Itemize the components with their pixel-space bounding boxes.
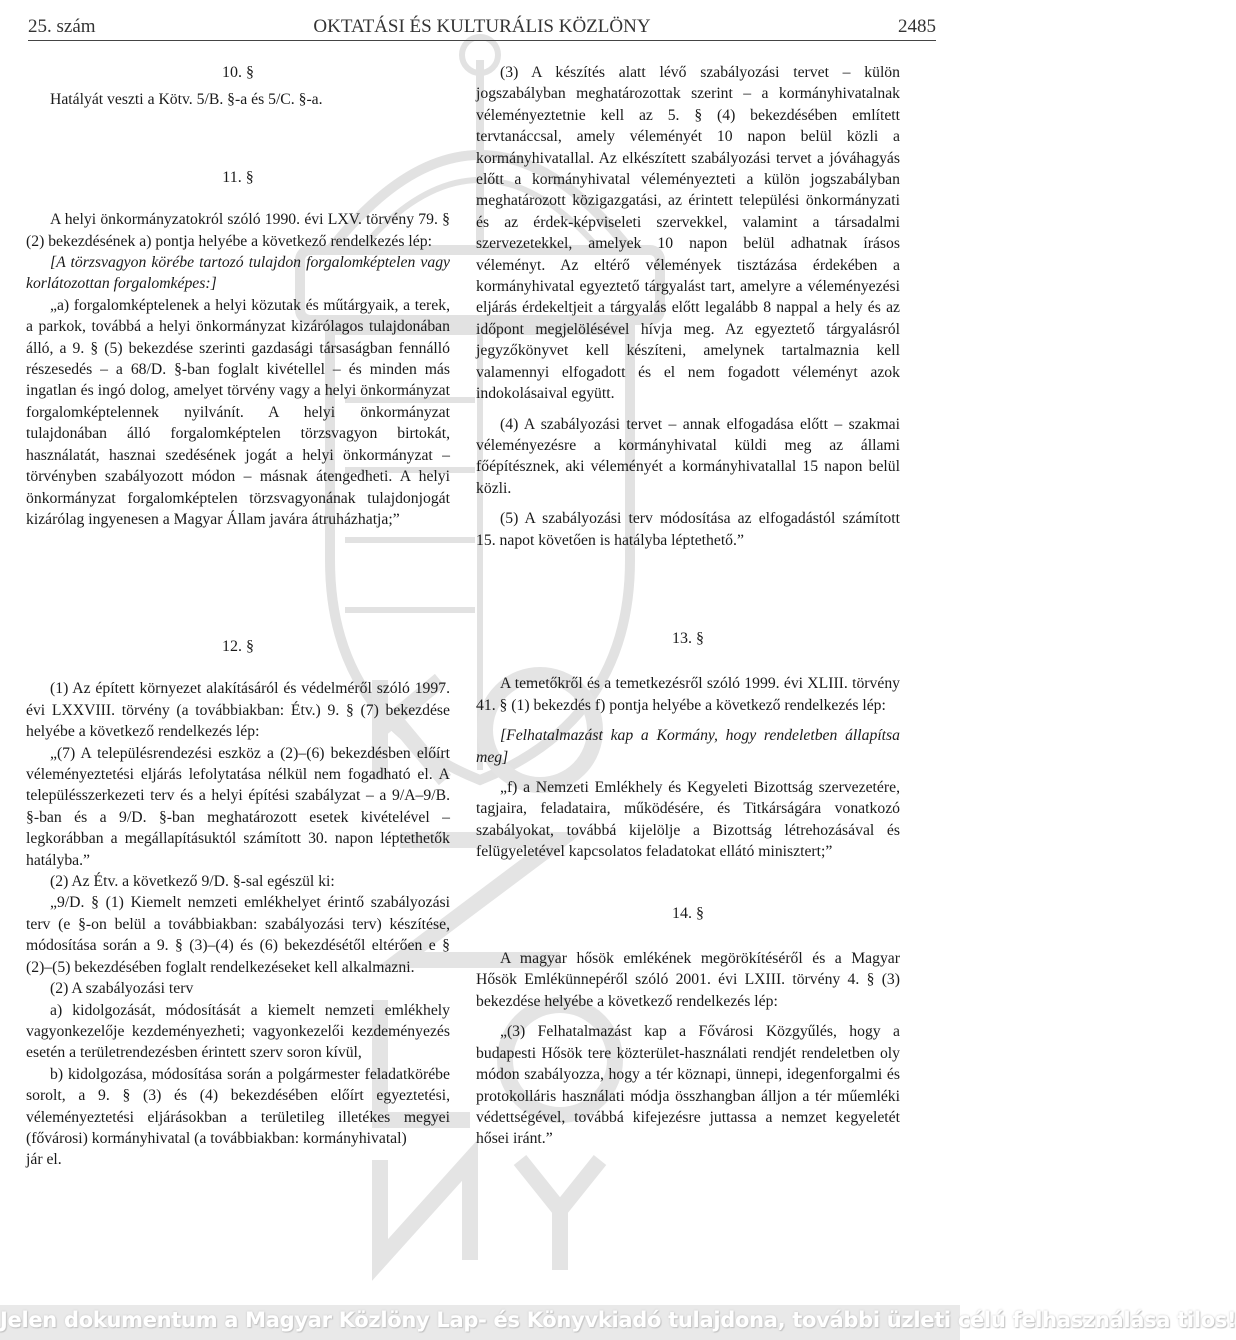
- section-12-p3: (2) Az Étv. a következő 9/D. §-sal egészül ki:: [50, 873, 335, 891]
- section-10-title: 10. §: [222, 64, 254, 81]
- section-12-p6: a) kidolgozását, módosítását a kiemelt nemzeti emlékhely vagyonkezelője kezdeményezheti; vagyonkezelői kezdeményezés esetén a területrendezésben érintett szerv soron kívül,: [26, 1001, 450, 1062]
- section-11-intro: A helyi önkormányzatokról szóló 1990. évi LXV. törvény 79. § (2) bekezdésének a) pontja helyébe a következő rendelkezés lép:: [26, 211, 450, 250]
- section-13-title: 13. §: [672, 630, 704, 647]
- section-12-p1: (1) Az épített környezet alakításáról és védelméről szóló 1997. évi LXXVIII. törvény (a továbbiakban: Étv.) 9. § (7) bekezdése helyébe a következő rendelkezés lép:: [26, 680, 450, 741]
- right-column-top: [476, 62, 900, 551]
- section-13-body: „f) a Nemzeti Emlékhely és Kegyeleti Bizottság szervezetére, tagjaira, feladataira, működésére, és Titkárságára vonatkozó szabályokat, továbbá kijelölje a Bizottság létrehozásával és felügyeletével kapcsolatos feladatokat ellátó minisztert;”: [476, 779, 900, 861]
- section-13-intro: A temetőkről és a temetkezésről szóló 1999. évi XLIII. törvény 41. § (1) bekezdés f) pontja helyébe a következő rendelkezés lép:: [476, 675, 900, 714]
- section-12-p2: „(7) A településrendezési eszköz a (2)–(6) bekezdésben előírt véleményeztetési eljárás lefolytatása nélkül nem fogadható el. A településszerkezeti terv és a helyi építési szabályzat – a 9/A–9/B. §-ban és a 9/D. §-ban meghatározott esetek kivételével – legkorábban a megállapításuktól számított 30. napon léptethetők hatályba.”: [26, 744, 450, 869]
- journal-title: OKTATÁSI ÉS KULTURÁLIS KÖZLÖNY: [313, 16, 651, 37]
- section-12-p7: b) kidolgozása, módosítása során a polgármester feladatkörébe sorolt, a 9. § (3) és (4) bekezdésében előírt egyeztetési, véleményeztetési eljárásokban a területileg illetékes megyei (fővárosi) kormányhivatal (a továbbiakban: kormányhivatal): [26, 1065, 450, 1147]
- section-14-intro: A magyar hősök emlékének megörökítéséről és a Magyar Hősök Emlékünnepéről szóló 2001. évi LXIII. törvény 4. § (3) bekezdése helyébe a következő rendelkezés lép:: [476, 950, 900, 1010]
- section-12-p5: (2) A szabályozási terv: [50, 980, 194, 998]
- section-12-p4: „9/D. § (1) Kiemelt nemzeti emlékhelyet érintő szabályozási terv (e §-on belül a továbbiakban: szabályozási terv) készítése, módosítása során a 9. § (3)–(4) és (6) bekezdésétől eltérően e § (2)–(5) bekezdésében foglalt rendelkezéseket kell alkalmazni.: [26, 894, 450, 976]
- section-11-body: „a) forgalomképtelenek a helyi közutak és műtárgyaik, a terek, a parkok, továbbá a helyi önkormányzat kizárólagos tulajdonában álló, a 9. § (5) bekezdése szerinti gazdasági társaságban fennálló részesedés – a 68/D. §-ban foglalt kivétellel – és minden más ingatlan és ingó dolog, amelyet törvény vagy a helyi önkormányzat forgalomképtelennek nyilvánít. A helyi önkormányzat tulajdonában álló forgalomképtelen törzsvagyon birtokát, használatát, hasznai szedésének jogát a helyi önkormányzat – törvényben szabályozott módon – másnak átengedheti. A helyi önkormányzat forgalomképtelen törzsvagyonának tulajdonjogát kizárólag ingyenesen a Magyar Állam javára átruházhatja;”: [26, 296, 450, 528]
- section-14-title: 14. §: [672, 904, 704, 922]
- par-4: (4) A szabályozási tervet – annak elfogadása előtt – szakmai véleményezésre a kormányhivatal küldi meg az állami főépítésznek, aki véleményét a kormányhivatallal 15 napon belül közli.: [476, 415, 900, 497]
- section-11-bracket: [A törzsvagyon körébe tartozó tulajdon forgalomképtelen vagy korlátozottan forgalomképes:]: [26, 254, 450, 293]
- ownership-notice: Jelen dokumentum a Magyar Közlöny Lap- és Könyvkiadó tulajdona, további üzleti célú felhasználása tilos!: [0, 1308, 1236, 1332]
- section-10-text: Hatályát veszti a Kötv. 5/B. §-a és 5/C. §-a.: [50, 91, 323, 109]
- section-13-bracket: [Felhatalmazást kap a Kormány, hogy rendeletben állapítsa meg]: [476, 727, 900, 766]
- section-12-title: 12. §: [222, 638, 254, 655]
- par-5: (5) A szabályozási terv módosítása az elfogadástól számított 15. napot követően is hatályba léptethető.”: [476, 510, 900, 549]
- left-column-bottom: [26, 636, 450, 1171]
- section-12-p8: jár el.: [26, 1151, 62, 1169]
- right-column-bottom: [476, 628, 900, 1150]
- left-column-top: [26, 62, 450, 530]
- page-header: [28, 14, 936, 41]
- page-number: 2485: [898, 16, 936, 37]
- section-11-title: 11. §: [222, 168, 254, 186]
- issue-number: 25. szám: [28, 16, 96, 37]
- section-14-body: „(3) Felhatalmazást kap a Fővárosi Közgyűlés, hogy a budapesti Hősök tere közterület-használati rendjét rendeletben oly módon szabályozza, hogy a tér köznapi, ünnepi, idegenforgalmi és protokolláris használati módja összhangban álljon a tér műemléki védettségével, továbbá kifejezésre juttassa a nemzet kegyeletét hősei iránt.”: [476, 1023, 900, 1148]
- par-3: (3) A készítés alatt lévő szabályozási tervet – külön jogszabályban meghatározottak szerint – a kormányhivatalnak véleményeztetnie kell az 5. § (4) bekezdésében említett tervtanáccsal, amely véleményét 10 napon belül közli a kormányhivatallal. Az elkészített szabályozási tervet a jóváhagyás előtt a kormányhivatal véleményezteti a külön jogszabályban meghatározott közigazgatási, az érintett települési önkormányzati és az érdek-képviseleti szervekkel, valamint a társadalmi szervezetekkel, amelyek 10 napon belül adhatnak írásos véleményt. Az eltérő vélemények tisztázása érdekében a kormányhivatal egyeztető tárgyalást tart, amelyre a véleményezési eljárás érdekeltjeit a tárgyalás előtt legalább 8 nappal a hely és az időpont megjelölésével hívja meg. Az egyeztető tárgyalásról jegyzőkönyvet kell készíteni, amelynek tartalmaznia kell valamennyi elfogadott és el nem fogadott véleményt azok indokolásaival együtt.: [476, 64, 900, 403]
